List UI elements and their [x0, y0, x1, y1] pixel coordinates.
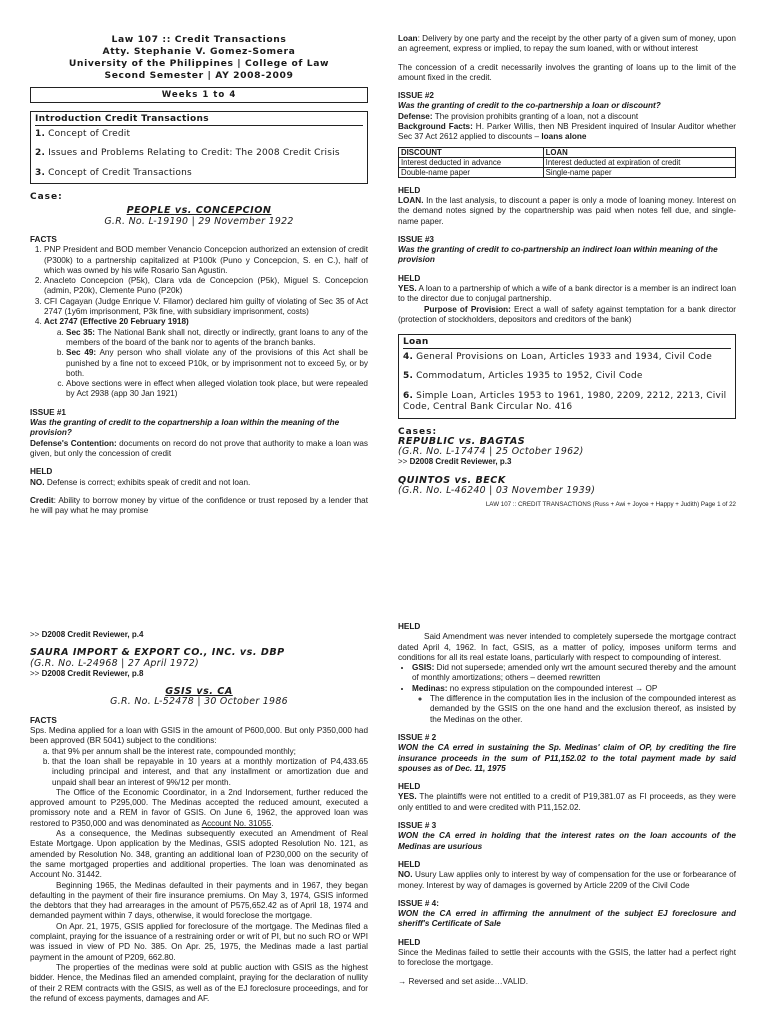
table-cell: Single-name paper [543, 167, 735, 177]
facts-paragraph: The properties of the medinas were sold at public auction with GSIS as the highest bidder. Hence, the Medinas filed an amended complaint, praying for the declaration of nullity of their 2 REM contracts with the GSIS, as well as of the EJ foreclosure proceedings, and for the refund of excess payments, damages and AF. [30, 962, 368, 1003]
table-cell: Interest deducted at expiration of credit [543, 157, 735, 167]
page1-right-column [398, 34, 736, 511]
issue-heading: ISSUE #2 [398, 91, 434, 101]
topic-item: 6. Simple Loan, Articles 1953 to 1961, 1980, 2209, 2212, 2213, Civil Code, Central Bank Circular No. 416 [403, 390, 727, 413]
reviewer-reference: >> D2008 Credit Reviewer, p.3 [398, 457, 512, 467]
loan-topic-box [398, 334, 736, 418]
loan-topic-title: Loan [403, 337, 731, 348]
issue-question: WON the CA erred in sustaining the Sp. Medinas' claim of OP, by crediting the fire insurance proceeds in the sum of P11,152.02 to the total payment made by said spouses as of Dec. 11, 1975 [398, 743, 736, 773]
document-page-2 [0, 620, 768, 1024]
semester: Second Semester | AY 2008-2009 [104, 70, 294, 81]
page2-right-column [398, 622, 736, 987]
facts-paragraph: On Apr. 21, 1975, GSIS applied for foreclosure of the mortgage. The Medinas filed a complaint, praying for the issuance of a restraining order or writ of PI, but no such RO or WPI was issued in view of PD No. 385. On Apr. 25, 1975, the Medinas made a last partial payment in the amount of P209, 662.80. [30, 921, 368, 962]
held-heading: HELD [398, 622, 421, 631]
topic-item: 1. Concept of Credit [35, 128, 131, 139]
university-name: University of the Philippines | College of Law [68, 58, 330, 69]
topic-item: 2. Issues and Problems Relating to Credit: The 2008 Credit Crisis [35, 148, 340, 159]
table-cell: Double-name paper [399, 167, 544, 177]
issue-heading: ISSUE #1 [30, 407, 66, 417]
held-text: Since the Medinas failed to settle their accounts with the GSIS, the latter had a perfect right to foreclose the mortgage. [398, 948, 736, 968]
issue-heading: ISSUE # 2 [398, 732, 437, 742]
case-title-saura-vs-dbp: SAURA IMPORT & EXPORT CO., INC. vs. DBP [30, 647, 285, 659]
act-sections-list [44, 328, 368, 400]
intro-topic-box [30, 111, 368, 184]
case-gr-number: (G.R. No. L-17474 | 25 October 1962) [398, 446, 584, 458]
credit-definition: Credit: Ability to borrow money by virtue of the confidence or trust reposed by a lender that he will pay what he may promise [30, 495, 368, 516]
table-header-cell: DISCOUNT [399, 147, 544, 157]
list-item: b. Sec 49: Any person who shall violate any of the provisions of this Act shall be punished by a fine not to exceed P10k, or by imprisonment not to exceed 5y, or by both. [66, 348, 368, 379]
professor-name: Atty. Stephanie V. Gomez-Somera [102, 46, 296, 57]
case-label: Case: [30, 192, 63, 203]
table-header-cell: LOAN [543, 147, 735, 157]
held-bullets [398, 663, 736, 725]
list-item: • GSIS: Did not supersede; amended only wrt the amount secured thereby and the amount of monthly amortizations; others – deemed rewritten [412, 663, 736, 684]
list-item: • Medinas: no express stipulation on the compounded interest → OP ◦ The difference in the computation lies in the inclusion of the compounded interest as demanded by the GSIS on the one hand and the exclusion thereof, as insisted by the Medinas on the other. [412, 684, 736, 725]
facts-heading: FACTS [30, 234, 57, 244]
list-item: 4. Act 2747 (Effective 20 February 1918) a. Sec 35: The National Bank shall not, directly or indirectly, grant loans to any of the members of the board of the bank nor to agents of the branch banks. b. Sec 49: Any person who shall violate any of the provisions of this Act shall be punished by a fine not to exceed P10k, or by imprisonment not to exceed 5y, or by both. c. Above sections were in effect when alleged violation took place, but were repealed by Act 2938 (app 30 Jan 1921) [44, 317, 368, 399]
list-item: 2. Anacleto Concepcion (P5k), Clara vda de Concepcion (P5k), Miguel S. Concepcion (admin, P20k), Clemente Puno (P20k) [44, 276, 368, 297]
facts-paragraph: Beginning 1965, the Medinas defaulted in their payments and in 1967, they began defaulting in the payment of their fire insurance premiums. On May 3, 1974, GSIS informed the debtors that they had arrearages in the amount of P575,652.42 as of April 18, 1974 and demanded payment within 7 days, otherwise, it would foreclose the mortgage. [30, 880, 368, 921]
held-heading: HELD [30, 467, 53, 477]
concession-text: The concession of a credit necessarily involves the granting of loans up to the limit of the amount fixed in the credit. [398, 62, 736, 82]
topic-item: 3. Concept of Credit Transactions [35, 167, 192, 178]
list-item: b. that the loan shall be repayable in 10 years at a monthly mortization of P4,433.65 including principal and interest, and that any installment or amortization due and unpaid shall bear an interest of 9%/12 per month. [52, 757, 368, 788]
reviewer-reference: >> D2008 Credit Reviewer, p.4 [30, 630, 144, 639]
topic-item: 5. Commodatum, Articles 1935 to 1952, Civil Code [403, 371, 643, 382]
weeks-box: Weeks 1 to 4 [30, 87, 368, 103]
list-item: 3. CFI Cagayan (Judge Enrique V. Filamor) declared him guilty of violating of Sec 35 of Act 2747 (1y6m imprisonment, P3k fine, with subsidiary imprisonment, costs) [44, 297, 368, 318]
facts-paragraph: Sps. Medina applied for a loan with GSIS in the amount of P600,000. But only P350,000 had been approved (BR 5041) subject to the conditions: [30, 726, 368, 746]
facts-paragraph: The Office of the Economic Coordinator, in a 2nd Indorsement, further reduced the approved amount to P295,000. The Medinas accepted the reduced amount, executed a promissory note and a REM in favor of GSIS. On June 6, 1962, the approved loan was restored to P350,000 and was denominated as Account No. 31055. [30, 787, 368, 828]
topic-item: 4. General Provisions on Loan, Articles 1933 and 1934, Civil Code [403, 351, 712, 362]
held-paragraph: Said Amendment was never intended to completely supersede the mortgage contract dated April 4, 1962. In fact, GSIS, as a matter of policy, imposes uniform terms and conditions for all its real estate loans, particularly with respect to compounding of interest. [398, 632, 736, 662]
purpose-of-provision: Purpose of Provision: Erect a wall of safety against temptation for a bank director (protection of stockholders, depositors and creditors of the bank) [398, 304, 736, 324]
facts-paragraph: As a consequence, the Medinas subsequently executed an Amendment of Real Estate Mortgage. Upon application by the Medinas, GSIS adopted Resolution No. 121, as amended by Resolution No. 348, granting an additional loan of P230,000 on the security of the same mortgaged properties and additional properties. The loan was denominated as Account No. 31442. [30, 829, 368, 880]
case-title-gsis-vs-ca: GSIS vs. CA [165, 686, 233, 698]
case-gr-number: (G.R. No. L-24968 | 27 April 1972) [30, 657, 199, 669]
issue-heading: ISSUE # 4: [398, 898, 439, 908]
list-item: a. that 9% per annum shall be the interest rate, compounded monthly; [52, 747, 368, 757]
issue-question: Was the granting of credit to co-partnership an indirect loan within meaning of the provision [398, 245, 718, 265]
case-gr-number: G.R. No. L-19190 | 29 November 1922 [104, 215, 294, 227]
reviewer-reference: >> D2008 Credit Reviewer, p.8 [30, 668, 144, 678]
page2-left-column [30, 630, 368, 1004]
table-row [399, 157, 736, 167]
issue-heading: ISSUE # 3 [398, 821, 437, 831]
list-item: a. Sec 35: The National Bank shall not, directly or indirectly, grant loans to any of the members of the board of the bank nor to agents of the branch banks. [66, 328, 368, 349]
list-item: c. Above sections were in effect when alleged violation took place, but were repealed by Act 2938 (app 30 Jan 1921) [66, 379, 368, 400]
case-title-quintos-vs-beck: QUINTOS vs. BECK [398, 474, 506, 486]
loan-conditions-list [30, 747, 368, 788]
ruling-summary: → Reversed and set aside…VALID. [398, 976, 528, 986]
held-heading: HELD [398, 185, 421, 195]
held-text: YES. A loan to a partnership of which a wife of a bank director is a member is an indirect loan to the director due to conjugal partnership. [398, 284, 737, 304]
page1-left-column [30, 34, 368, 516]
case-gr-number: (G.R. No. L-46240 | 03 November 1939) [398, 485, 596, 497]
case-title-republic-vs-bagtas: REPUBLIC vs. BAGTAS [398, 435, 526, 447]
issue-question: Was the granting of credit to the copartnership a loan within the meaning of the provision? [30, 418, 340, 438]
issue-question: WON the CA erred in affirming the annulment of the subject EJ foreclosure and sheriff's Certificate of Sale [398, 909, 736, 929]
loan-definition: Loan: Delivery by one party and the receipt by the other party of a given sum of money, upon an agreement, express or implied, to repay the sum loaned, with or without interest [398, 34, 736, 54]
held-heading: HELD [398, 273, 421, 283]
facts-heading: FACTS [30, 715, 57, 725]
cases-label: Cases: [398, 426, 438, 437]
case-title-people-vs-concepcion: PEOPLE vs. CONCEPCION [126, 205, 272, 217]
background-facts: Background Facts: H. Parker Willis, then NB President inquired of Insular Auditor whether Sec 37 Act 2612 applied to discounts – loans alone [398, 122, 737, 142]
list-item: ◦ The difference in the computation lies in the inclusion of the compounded interest as demanded by the GSIS on the one hand and the exclusion thereof, as insisted by the Medinas on the other. [430, 694, 736, 725]
held-heading: HELD [398, 782, 421, 792]
issue-question: WON the CA erred in holding that the interest rates on the loan accounts of the Medinas are usurious [398, 831, 736, 851]
held-text: YES. The plaintiffs were not entitled to a credit of P19,381.07 as FI proceeds, as they were only entitled to and were credited with P11,152.02. [398, 792, 736, 812]
issue-heading: ISSUE #3 [398, 234, 434, 244]
discount-vs-loan-table [398, 147, 736, 178]
list-item: 1. PNP President and BOD member Venancio Concepcion authorized an extension of credit (P300k) to a partnership capitalized at P100k (Puno y Concepcion, S. en C.), half of which was owned by his wife Rosario San Agustin. [44, 245, 368, 276]
issue-question: Was the granting of credit to the co-partnership a loan or discount? [398, 101, 661, 111]
sub-bullets [412, 694, 736, 725]
case-gr-number: G.R. No. L-52478 | 30 October 1986 [110, 696, 288, 708]
defense-contention: Defense's Contention: documents on record do not prove that authority to make a loan was given, but only the concession of credit [30, 438, 368, 458]
held-text: LOAN. In the last analysis, to discount a paper is only a mode of loaning money. Interest on the demand notes signed by the copartnership was paid when notes fell due, and single-name paper. [398, 195, 736, 226]
table-cell: Interest deducted in advance [399, 157, 544, 167]
table-row [399, 167, 736, 177]
intro-topic-title: Introduction Credit Transactions [35, 114, 363, 125]
course-title: Law 107 :: Credit Transactions [111, 34, 287, 45]
held-heading: HELD [398, 937, 421, 947]
table-header-row [399, 147, 736, 157]
held-text: NO. Usury Law applies only to interest by way of compensation for the use or forbearance of money. Interest by way of damages is governed by Article 2209 of the Civil Code [398, 870, 736, 890]
held-heading: HELD [398, 859, 421, 869]
defense-text: Defense: The provision prohibits granting of a loan, not a discount [398, 111, 639, 121]
held-text: NO. Defense is correct; exhibits speak of credit and not loan. [30, 477, 251, 487]
page-footer: LAW 107 :: CREDIT TRANSACTIONS (Russ + Awi + Joyce + Happy + Judith) Page 1 of 22 [485, 501, 736, 509]
facts-list [30, 245, 368, 399]
